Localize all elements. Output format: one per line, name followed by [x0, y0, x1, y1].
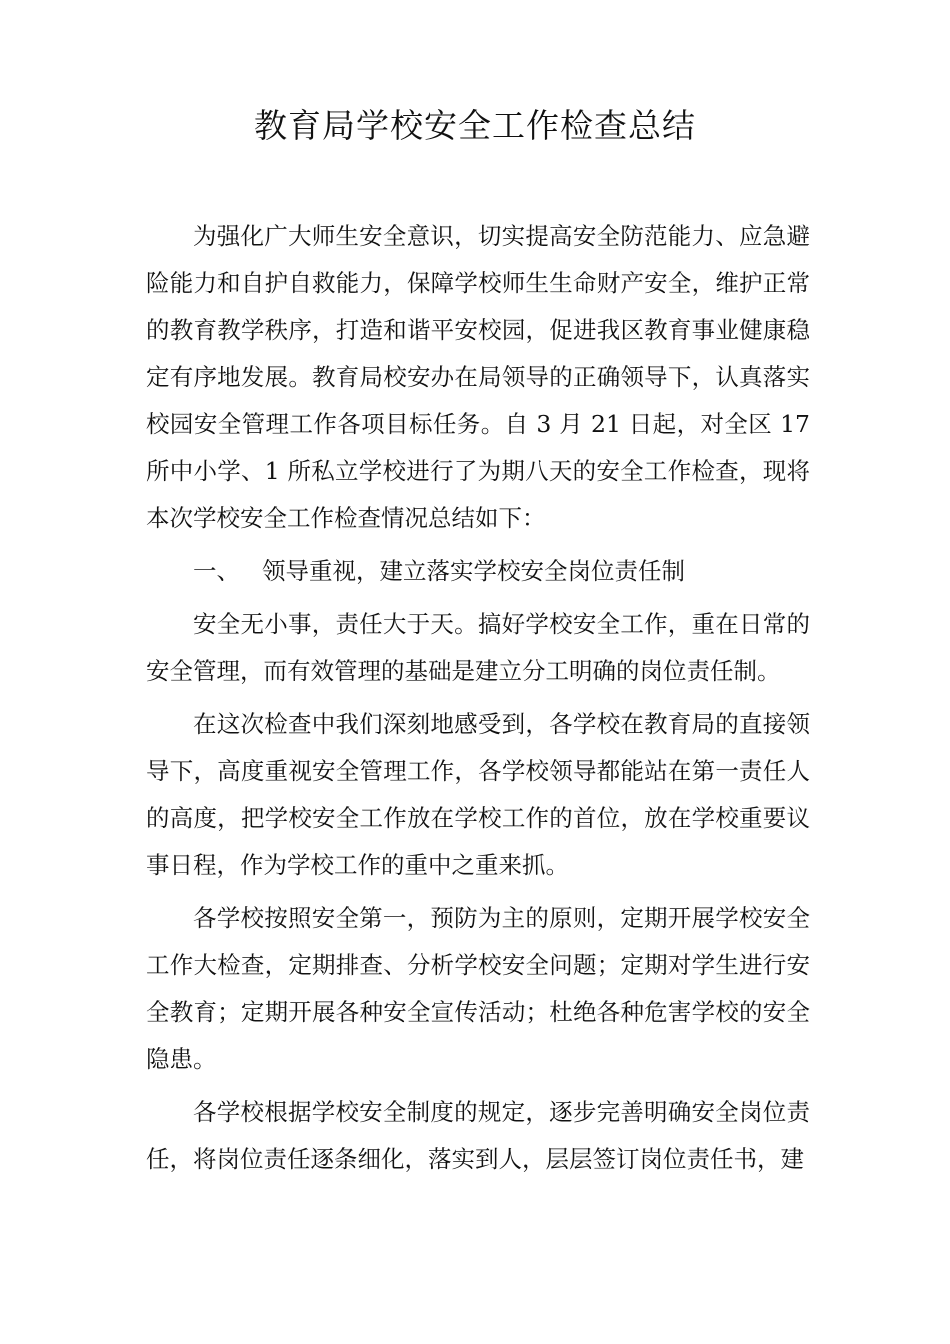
section-heading-1	[146, 548, 810, 595]
section-heading-text: 领导重视，建立落实学校安全岗位责任制	[262, 557, 685, 585]
section-number: 一、	[193, 557, 240, 585]
paragraph-responsibility: 安全无小事，责任大于天。搞好学校安全工作，重在日常的安全管理，而有效管理的基础是建立分工明确的岗位责任制。	[146, 610, 810, 685]
paragraph-responsibility-system: 各学校根据学校安全制度的规定，逐步完善明确安全岗位责任，将岗位责任逐条细化，落实到人，层层签订岗位责任书，建	[146, 1098, 810, 1173]
document-body	[146, 213, 810, 1189]
paragraph-safety-principles: 各学校按照安全第一，预防为主的原则，定期开展学校安全工作大检查，定期排查、分析学校安全问题；定期对学生进行安全教育；定期开展各种安全宣传活动；杜绝各种危害学校的安全隐患。	[146, 904, 810, 1073]
paragraph-intro: 为强化广大师生安全意识，切实提高安全防范能力、应急避险能力和自护自救能力，保障学校师生生命财产安全，维护正常的教育教学秩序，打造和谐平安校园，促进我区教育事业健康稳定有序地发展。教育局校安办在局领导的正确领导下，认真落实校园安全管理工作各项目标任务。自 3 月 21 日起，对全区 17 所中小学、1 所私立学校进行了为期八天的安全工作检查，现将本次学校安全工作检查情况总结如下：	[146, 222, 810, 532]
document-title: 教育局学校安全工作检查总结	[254, 106, 696, 145]
paragraph-inspection-findings: 在这次检查中我们深刻地感受到，各学校在教育局的直接领导下，高度重视安全管理工作，各学校领导都能站在第一责任人的高度，把学校安全工作放在学校工作的首位，放在学校重要议事日程，作为学校工作的重中之重来抓。	[146, 710, 810, 879]
